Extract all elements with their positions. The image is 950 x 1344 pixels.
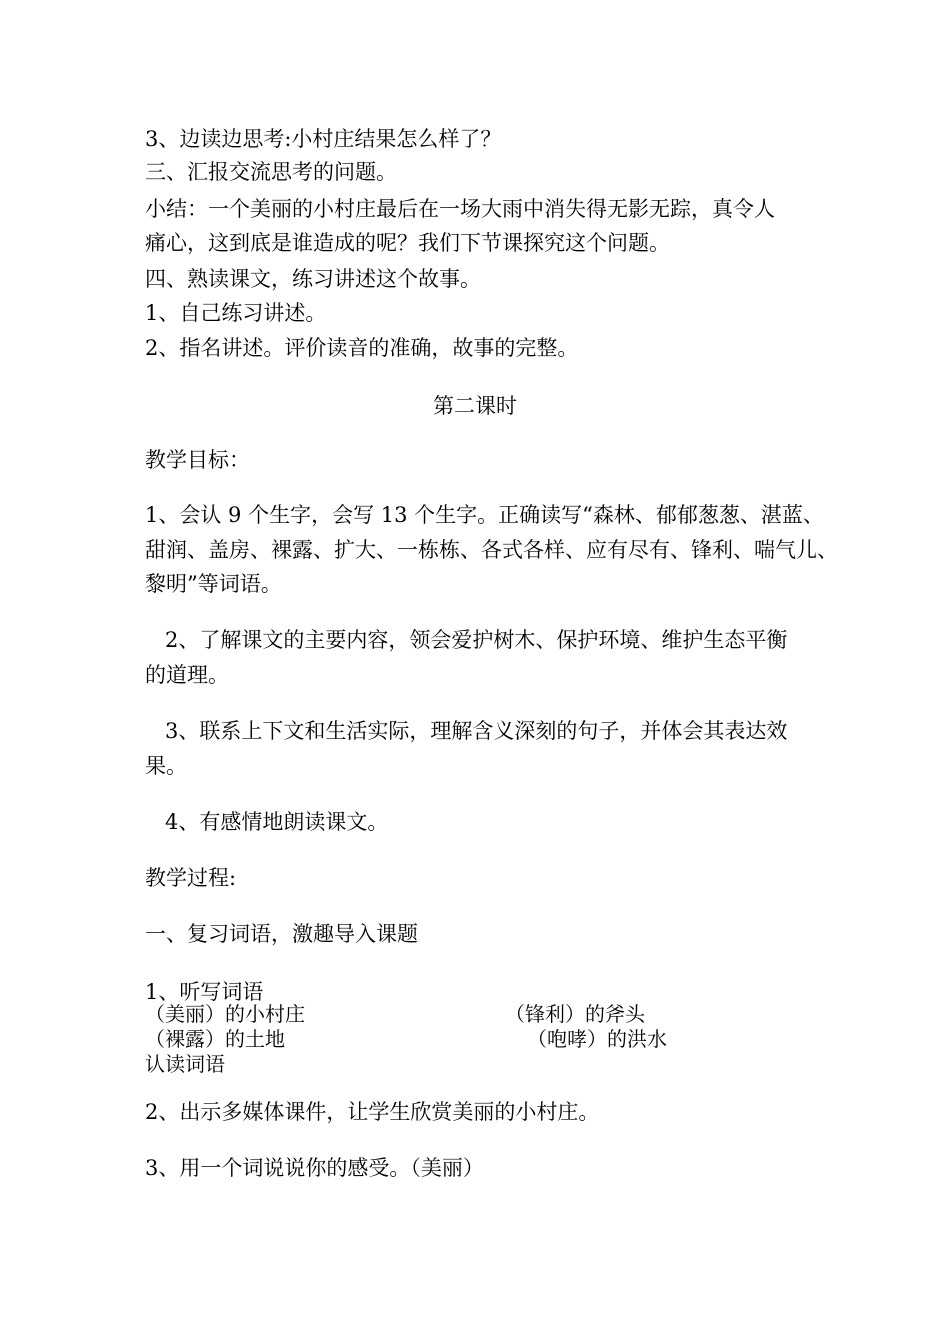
word-sharp-axe: （锋利）的斧头 [505,1002,645,1026]
section-title: 第二课时 [433,394,517,418]
process-heading: 教学过程: [145,866,237,890]
read-words: 认读词语 [145,1052,225,1076]
line-think-result: 3、边读边思考:小村庄结果怎么样了？ [145,127,502,151]
word-bare-land: （裸露）的土地 [145,1027,285,1051]
line-read-text: 四、熟读课文，练习讲述这个故事。 [145,267,481,291]
goals-heading: 教学目标： [145,448,250,472]
line-report: 三、汇报交流思考的问题。 [145,160,397,184]
line-narrate: 2、指名讲述。评价读音的准确，故事的完整。 [145,336,579,360]
step-3: 3、用一个词说说你的感受。（美丽） [145,1156,484,1180]
dictation-heading: 1、听写词语 [145,980,264,1004]
goal-1-line-2: 甜润、盖房、裸露、扩大、一栋栋、各式各样、应有尽有、锋利、喘气儿、 [145,538,838,562]
goal-3-line-1: 3、联系上下文和生活实际，理解含义深刻的句子，并体会其表达效 [165,719,788,743]
goal-2-line-2: 的道理。 [145,663,229,687]
step-1: 一、复习词语，激趣导入课题 [145,922,418,946]
goal-4: 4、有感情地朗读课文。 [165,810,389,834]
line-summary-1: 小结：一个美丽的小村庄最后在一场大雨中消失得无影无踪，真令人 [145,197,775,221]
goal-1-line-1: 1、会认 9 个生字，会写 13 个生字。正确读写“森林、郁郁葱葱、湛蓝、 [145,503,824,527]
line-practice: 1、自己练习讲述。 [145,301,327,325]
goal-1-line-3: 黎明”等词语。 [145,572,282,596]
goal-2-line-1: 2、了解课文的主要内容，领会爱护树木、保护环境、维护生态平衡 [165,628,788,652]
word-roaring-flood: （咆哮）的洪水 [527,1027,667,1051]
word-beautiful-village: （美丽）的小村庄 [145,1002,305,1026]
goal-3-line-2: 果。 [145,754,187,778]
line-summary-2: 痛心，这到底是谁造成的呢？我们下节课探究这个问题。 [145,231,670,255]
step-2: 2、出示多媒体课件，让学生欣赏美丽的小村庄。 [145,1100,600,1124]
